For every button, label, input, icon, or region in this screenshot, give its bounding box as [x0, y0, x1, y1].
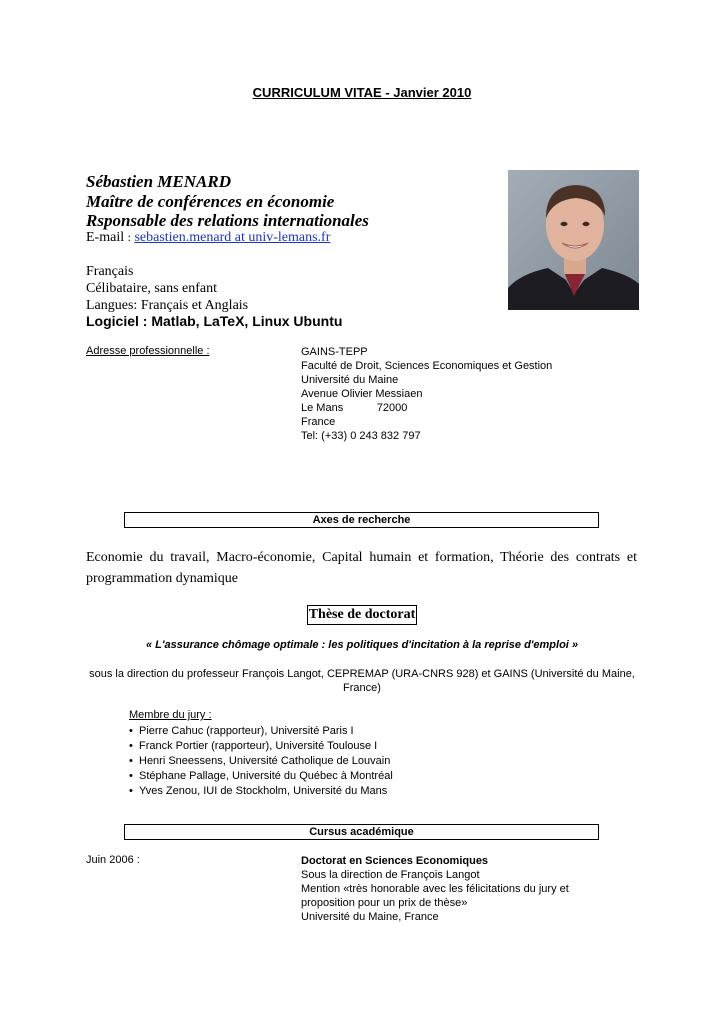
email-label: E-mail — [86, 230, 125, 245]
education-detail: Mention «très honorable avec les félicitations du jury et proposition pour un prix de thèse» — [301, 883, 569, 909]
address-line: France — [301, 416, 336, 428]
software-skills: Logiciel : Matlab, LaTeX, Linux Ubuntu — [86, 313, 343, 329]
document-title: CURRICULUM VITAE - Janvier 2010 — [252, 85, 472, 100]
nationality: Français — [86, 264, 134, 279]
address-line: Le Mans 72000 — [301, 402, 408, 414]
bullet-icon: • — [129, 725, 133, 737]
languages: Langues: Français et Anglais — [86, 298, 249, 313]
education-date: Juin 2006 : — [86, 854, 140, 866]
address-label: Adresse professionnelle : — [86, 345, 210, 357]
education-heading: Cursus académique — [124, 824, 599, 840]
thesis-title: « L'assurance chômage optimale : les politiques d'incitation à la reprise d'emploi » — [145, 639, 579, 651]
research-heading: Axes de recherche — [124, 512, 599, 528]
research-text: Economie du travail, Macro-économie, Capital humain et formation, Théorie des contrats et programmation dynamique — [86, 550, 637, 586]
jury-item: • Henri Sneessens, Université Catholique de Louvain — [129, 755, 391, 767]
email-separator: : — [127, 230, 131, 244]
education-detail: Sous la direction de François Langot — [301, 869, 480, 881]
education-entry — [301, 854, 621, 924]
bullet-icon: • — [129, 785, 133, 797]
address-line: Avenue Olivier Messiaen — [301, 388, 423, 400]
education-detail: Université du Maine, France — [301, 911, 439, 923]
jury-item: • Yves Zenou, IUI de Stockholm, Université du Mans — [129, 785, 388, 797]
address-line: Faculté de Droit, Sciences Economiques et Gestion — [301, 360, 553, 372]
thesis-direction: sous la direction du professeur François Langot, CEPREMAP (URA-CNRS 928) et GAINS (Université du Maine, France) — [89, 668, 635, 694]
address-line: GAINS-TEPP — [301, 346, 368, 358]
jury-item: • Franck Portier (rapporteur), Université Toulouse I — [129, 740, 378, 752]
education-degree: Doctorat en Sciences Economiques — [301, 855, 489, 867]
thesis-heading: Thèse de doctorat — [307, 605, 418, 625]
bullet-icon: • — [129, 770, 133, 782]
address-phone: Tel: (+33) 0 243 832 797 — [301, 430, 421, 442]
address-line: Université du Maine — [301, 374, 399, 386]
jury-list — [129, 724, 393, 799]
jury-item: • Stéphane Pallage, Université du Québec à Montréal — [129, 770, 393, 782]
position-title: Maître de conférences en économie — [86, 192, 335, 211]
email-line — [86, 230, 330, 246]
role-title: Rsponsable des relations internationales — [86, 211, 369, 230]
jury-item: • Pierre Cahuc (rapporteur), Université Paris I — [129, 725, 354, 737]
address-block — [301, 345, 552, 443]
bullet-icon: • — [129, 755, 133, 767]
profile-photo — [508, 170, 639, 310]
jury-label: Membre du jury : — [129, 709, 212, 721]
bullet-icon: • — [129, 740, 133, 752]
email-link[interactable]: sebastien.menard at univ-lemans.fr — [134, 230, 331, 245]
person-name: Sébastien MENARD — [86, 172, 231, 191]
family-status: Célibataire, sans enfant — [86, 281, 218, 296]
thesis-heading-wrap — [0, 605, 724, 625]
